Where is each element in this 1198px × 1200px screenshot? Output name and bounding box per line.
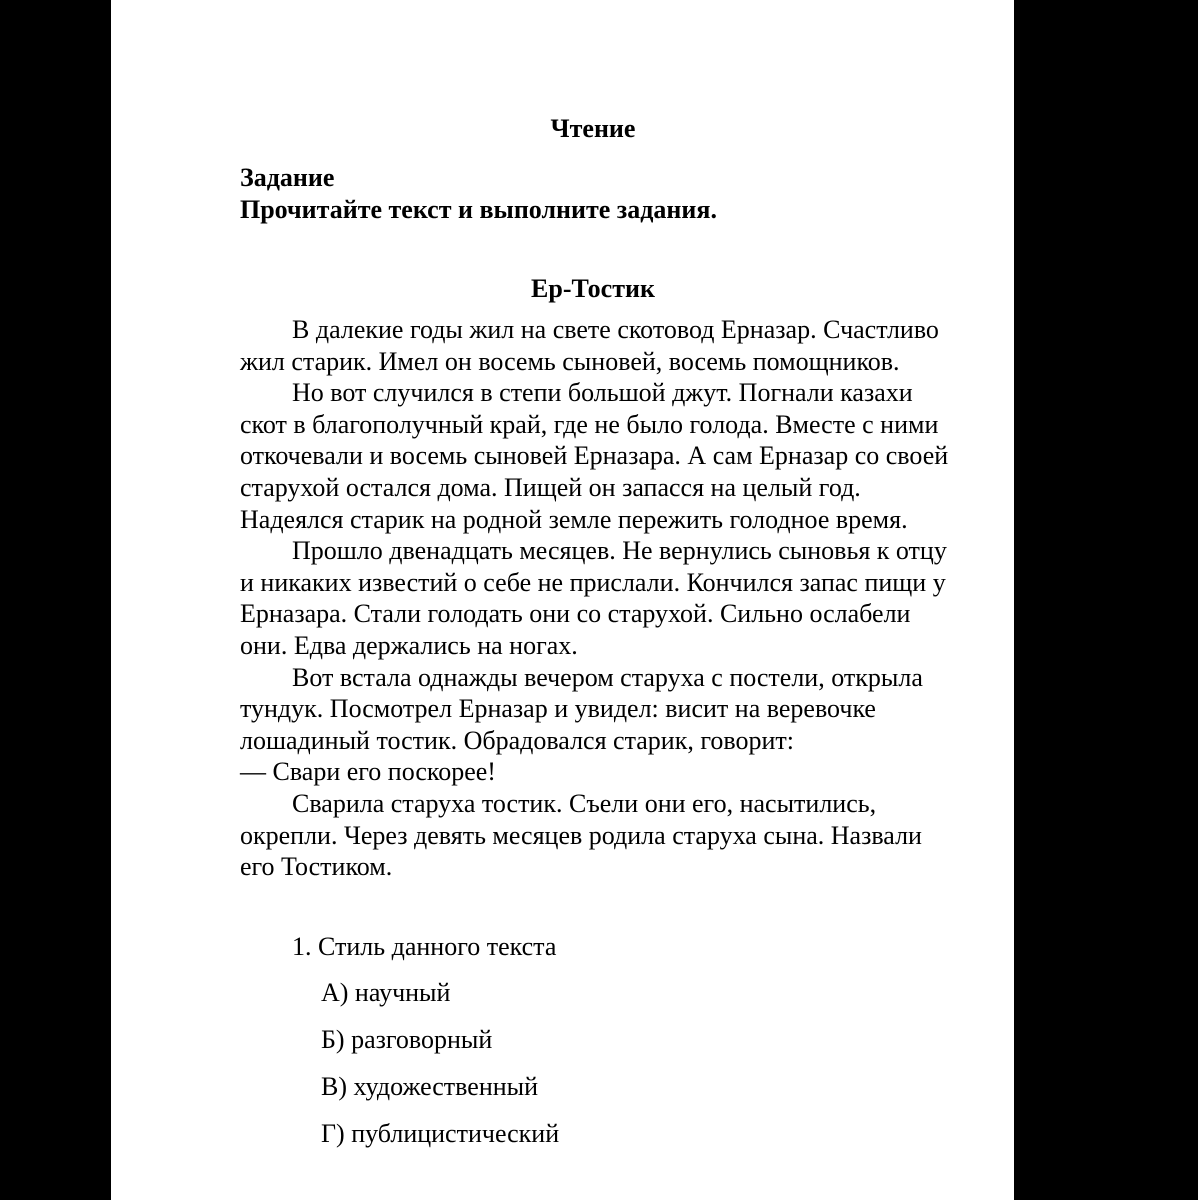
story-paragraph: Но вот случился в степи большой джут. Погнали казахи скот в благополучный край, где не было голода. Вместе с ними откочевали и восемь сыновей Ерназара. А сам Ерназар со своей старухой остался дома. Пищей он запасся на целый год. Надеялся старик на родной земле пережить голодное время. — [240, 378, 949, 534]
story-paragraph: Вот встала однажды вечером старуха с постели, открыла тундук. Посмотрел Ерназар и увидел: висит на веревочке лошадиный тостик. Обрадовался старик, говорит: — [240, 662, 923, 755]
answer-option-c: В) художественный — [321, 1071, 539, 1101]
answer-options — [240, 977, 960, 1150]
document-content — [240, 112, 960, 1165]
section-title: Чтение — [550, 114, 636, 143]
story-paragraph: Прошло двенадцать месяцев. Не вернулись сыновья к отцу и никаких известий о себе не прислали. Кончился запас пищи у Ерназара. Стали голодать они со старухой. Сильно ослабели они. Едва держались на ногах. — [240, 536, 947, 660]
story-paragraph: Сварила старуха тостик. Съели они его, насытились, окрепли. Через девять месяцев родила старуха сына. Назвали его Тостиком. — [240, 788, 922, 882]
document-page[interactable] — [111, 0, 1014, 1200]
story-text — [240, 314, 960, 883]
task-heading: Задание — [240, 163, 335, 192]
story-title: Ер-Тостик — [531, 274, 655, 303]
story-dialogue-line: — Свари его поскорее! — [240, 757, 496, 787]
answer-option-a: А) научный — [321, 977, 451, 1007]
answer-option-d: Г) публицистический — [321, 1118, 560, 1148]
story-paragraph: В далекие годы жил на свете скотовод Ерназар. Счастливо жил старик. Имел он восемь сыновей, восемь помощников. — [240, 315, 939, 376]
answer-option-b: Б) разговорный — [321, 1024, 493, 1054]
task-instruction: Прочитайте текст и выполните задания. — [240, 195, 717, 224]
question-1: 1. Стиль данного текста — [292, 931, 557, 961]
